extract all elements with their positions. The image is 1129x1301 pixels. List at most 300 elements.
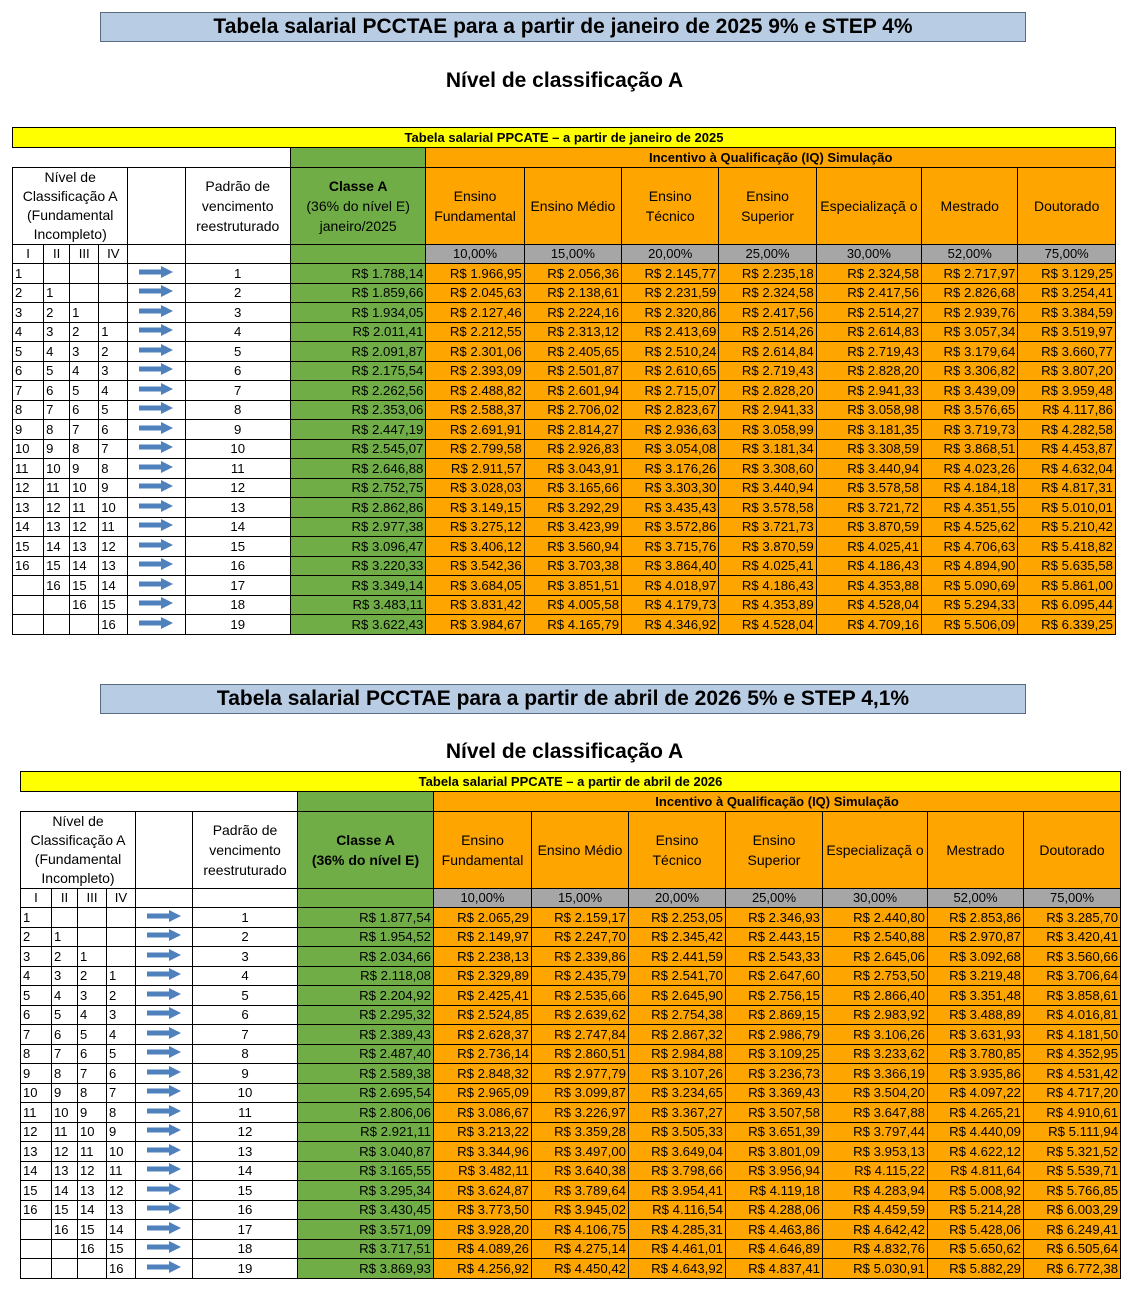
level-cell: 8 <box>13 400 44 420</box>
iq-header: Ensino Superior <box>726 811 823 888</box>
iq-value: R$ 3.028,03 <box>426 478 524 498</box>
arrow-icon <box>136 986 193 1006</box>
padrao-cell: 3 <box>193 947 298 967</box>
iq-value: R$ 2.413,69 <box>622 322 719 342</box>
iq-value: R$ 3.780,85 <box>928 1044 1024 1064</box>
iq-value: R$ 3.831,42 <box>426 595 524 615</box>
iq-value: R$ 3.423,99 <box>524 517 621 537</box>
iq-value: R$ 3.213,22 <box>434 1122 532 1142</box>
iq-value: R$ 4.106,75 <box>532 1220 629 1240</box>
arrow-icon <box>128 595 185 615</box>
padrao-cell: 12 <box>193 1122 298 1142</box>
padrao-cell: 19 <box>185 615 290 635</box>
table-row <box>13 283 1116 303</box>
iq-value: R$ 2.706,02 <box>524 400 621 420</box>
level-cell: 11 <box>52 1122 78 1142</box>
level-cell: 10 <box>44 459 70 479</box>
table-title: Tabela salarial PPCATE – a partir de janeiro de 2025 <box>13 128 1116 148</box>
iq-value: R$ 4.832,76 <box>823 1239 928 1259</box>
iq-value: R$ 3.303,30 <box>622 478 719 498</box>
level-cell <box>44 615 70 635</box>
iq-value: R$ 2.926,83 <box>524 439 621 459</box>
level-cell <box>52 1239 78 1259</box>
level-cell: 10 <box>70 478 99 498</box>
level-header: Nível de Classificação A (Fundamental Incompleto) <box>21 811 136 888</box>
iq-value: R$ 2.540,88 <box>823 927 928 947</box>
percent-cell: 75,00% <box>1018 244 1116 264</box>
level-cell: 12 <box>99 537 128 557</box>
padrao-cell: 5 <box>193 986 298 1006</box>
level-col-header: II <box>52 888 78 908</box>
level-cell: 9 <box>13 420 44 440</box>
level-cell <box>13 576 44 596</box>
iq-value: R$ 3.043,91 <box>524 459 621 479</box>
level-cell: 2 <box>107 986 136 1006</box>
level-cell: 13 <box>44 517 70 537</box>
iq-header: Especializaçã o <box>816 167 921 244</box>
iq-value: R$ 5.321,52 <box>1024 1142 1121 1162</box>
iq-value: R$ 2.324,58 <box>816 264 921 284</box>
iq-value: R$ 2.628,37 <box>434 1025 532 1045</box>
iq-value: R$ 2.301,06 <box>426 342 524 362</box>
iq-value: R$ 3.109,25 <box>726 1044 823 1064</box>
iq-value: R$ 2.149,97 <box>434 927 532 947</box>
level-cell: 5 <box>107 1044 136 1064</box>
iq-value: R$ 1.966,95 <box>426 264 524 284</box>
iq-value: R$ 3.870,59 <box>816 517 921 537</box>
iq-value: R$ 2.753,50 <box>823 966 928 986</box>
classe-value: R$ 3.349,14 <box>290 576 425 596</box>
iq-value: R$ 3.631,93 <box>928 1025 1024 1045</box>
section-1-banner: Tabela salarial PCCTAE para a partir de janeiro de 2025 9% e STEP 4% <box>100 12 1026 42</box>
iq-value: R$ 3.789,64 <box>532 1181 629 1201</box>
level-cell: 15 <box>70 576 99 596</box>
level-cell <box>107 908 136 928</box>
table-row <box>21 1044 1121 1064</box>
level-cell: 10 <box>13 439 44 459</box>
classe-value: R$ 2.011,41 <box>290 322 425 342</box>
iq-value: R$ 3.572,86 <box>622 517 719 537</box>
iq-value: R$ 2.045,63 <box>426 283 524 303</box>
iq-value: R$ 2.425,41 <box>434 986 532 1006</box>
iq-value: R$ 2.524,85 <box>434 1005 532 1025</box>
iq-value: R$ 4.453,87 <box>1018 439 1116 459</box>
classe-value: R$ 2.487,40 <box>298 1044 434 1064</box>
iq-value: R$ 3.420,41 <box>1024 927 1121 947</box>
padrao-cell: 1 <box>193 908 298 928</box>
iq-value: R$ 3.234,65 <box>629 1083 726 1103</box>
level-cell: 5 <box>78 1025 107 1045</box>
iq-value: R$ 3.542,36 <box>426 556 524 576</box>
iq-value: R$ 3.706,64 <box>1024 966 1121 986</box>
iq-value: R$ 4.023,26 <box>922 459 1018 479</box>
classe-value: R$ 3.869,93 <box>298 1259 434 1279</box>
iq-value: R$ 2.869,15 <box>726 1005 823 1025</box>
iq-value: R$ 5.030,91 <box>823 1259 928 1279</box>
level-cell <box>52 908 78 928</box>
iq-value: R$ 3.945,02 <box>532 1200 629 1220</box>
iq-value: R$ 2.231,59 <box>622 283 719 303</box>
level-cell: 16 <box>52 1220 78 1240</box>
iq-value: R$ 3.306,82 <box>922 361 1018 381</box>
padrao-cell: 9 <box>185 420 290 440</box>
classe-value: R$ 1.934,05 <box>290 303 425 323</box>
iq-value: R$ 2.324,58 <box>719 283 816 303</box>
iq-header: Ensino Técnico <box>629 811 726 888</box>
table-row <box>21 1005 1121 1025</box>
level-col-header: II <box>44 244 70 264</box>
level-cell: 10 <box>107 1142 136 1162</box>
level-cell: 15 <box>107 1239 136 1259</box>
classe-value: R$ 2.389,43 <box>298 1025 434 1045</box>
level-cell: 3 <box>99 361 128 381</box>
iq-value: R$ 3.351,48 <box>928 986 1024 1006</box>
iq-value: R$ 2.814,27 <box>524 420 621 440</box>
arrow-icon <box>128 283 185 303</box>
level-cell: 16 <box>13 556 44 576</box>
arrow-icon <box>136 1122 193 1142</box>
iq-value: R$ 2.614,83 <box>816 322 921 342</box>
padrao-header: Padrão de vencimento reestruturado <box>193 811 298 888</box>
iq-value: R$ 5.650,62 <box>928 1239 1024 1259</box>
incentive-header: Incentivo à Qualificação (IQ) Simulação <box>434 792 1121 812</box>
iq-value: R$ 4.463,86 <box>726 1220 823 1240</box>
iq-value: R$ 3.684,05 <box>426 576 524 596</box>
classe-value: R$ 2.752,75 <box>290 478 425 498</box>
iq-value: R$ 4.282,58 <box>1018 420 1116 440</box>
iq-value: R$ 2.826,68 <box>922 283 1018 303</box>
level-cell: 16 <box>78 1239 107 1259</box>
iq-value: R$ 2.645,06 <box>823 947 928 967</box>
iq-value: R$ 3.651,39 <box>726 1122 823 1142</box>
iq-value: R$ 3.807,20 <box>1018 361 1116 381</box>
iq-value: R$ 5.882,29 <box>928 1259 1024 1279</box>
level-cell: 16 <box>44 576 70 596</box>
iq-value: R$ 3.308,59 <box>816 439 921 459</box>
level-cell: 16 <box>99 615 128 635</box>
padrao-header: Padrão de vencimento reestruturado <box>185 167 290 244</box>
level-cell: 7 <box>13 381 44 401</box>
level-cell: 2 <box>99 342 128 362</box>
iq-value: R$ 2.510,24 <box>622 342 719 362</box>
classe-title: Classe A <box>336 831 395 848</box>
iq-value: R$ 4.528,04 <box>816 595 921 615</box>
level-cell: 15 <box>13 537 44 557</box>
iq-value: R$ 2.145,77 <box>622 264 719 284</box>
level-cell: 15 <box>21 1181 52 1201</box>
iq-value: R$ 3.870,59 <box>719 537 816 557</box>
iq-value: R$ 2.936,63 <box>622 420 719 440</box>
level-cell: 3 <box>78 986 107 1006</box>
level-cell: 2 <box>21 927 52 947</box>
table-row <box>21 1220 1121 1240</box>
level-col-header: IV <box>107 888 136 908</box>
classe-value: R$ 2.589,38 <box>298 1064 434 1084</box>
level-cell <box>44 264 70 284</box>
level-cell: 7 <box>107 1083 136 1103</box>
table-row <box>13 478 1116 498</box>
classe-value: R$ 2.545,07 <box>290 439 425 459</box>
classe-value: R$ 3.430,45 <box>298 1200 434 1220</box>
iq-value: R$ 4.005,58 <box>524 595 621 615</box>
table-row <box>21 1239 1121 1259</box>
table-row <box>21 986 1121 1006</box>
padrao-cell: 11 <box>185 459 290 479</box>
iq-value: R$ 2.127,46 <box>426 303 524 323</box>
iq-value: R$ 3.504,20 <box>823 1083 928 1103</box>
percent-cell: 52,00% <box>922 244 1018 264</box>
iq-value: R$ 3.149,15 <box>426 498 524 518</box>
iq-value: R$ 3.488,89 <box>928 1005 1024 1025</box>
padrao-cell: 19 <box>193 1259 298 1279</box>
padrao-cell: 4 <box>185 322 290 342</box>
level-cell: 7 <box>70 420 99 440</box>
iq-value: R$ 3.057,34 <box>922 322 1018 342</box>
level-cell: 6 <box>44 381 70 401</box>
iq-value: R$ 3.954,41 <box>629 1181 726 1201</box>
iq-value: R$ 3.254,41 <box>1018 283 1116 303</box>
iq-value: R$ 2.977,79 <box>532 1064 629 1084</box>
classe-value: R$ 1.859,66 <box>290 283 425 303</box>
iq-value: R$ 4.817,31 <box>1018 478 1116 498</box>
iq-value: R$ 6.249,41 <box>1024 1220 1121 1240</box>
level-cell: 1 <box>107 966 136 986</box>
level-cell: 1 <box>13 264 44 284</box>
padrao-cell: 16 <box>193 1200 298 1220</box>
level-cell <box>21 1220 52 1240</box>
level-cell: 15 <box>44 556 70 576</box>
level-cell: 9 <box>107 1122 136 1142</box>
arrow-icon <box>128 537 185 557</box>
level-cell: 15 <box>99 595 128 615</box>
iq-value: R$ 2.970,87 <box>928 927 1024 947</box>
arrow-icon <box>136 1025 193 1045</box>
level-cell: 8 <box>99 459 128 479</box>
level-cell: 13 <box>107 1200 136 1220</box>
arrow-icon <box>128 361 185 381</box>
iq-value: R$ 3.928,20 <box>434 1220 532 1240</box>
table-row <box>13 615 1116 635</box>
level-cell: 14 <box>99 576 128 596</box>
iq-value: R$ 2.417,56 <box>719 303 816 323</box>
iq-value: R$ 4.894,90 <box>922 556 1018 576</box>
iq-value: R$ 3.366,19 <box>823 1064 928 1084</box>
level-cell: 4 <box>44 342 70 362</box>
iq-value: R$ 2.639,62 <box>532 1005 629 1025</box>
iq-value: R$ 3.797,44 <box>823 1122 928 1142</box>
iq-value: R$ 4.643,92 <box>629 1259 726 1279</box>
table-row <box>21 1259 1121 1279</box>
iq-value: R$ 5.111,94 <box>1024 1122 1121 1142</box>
iq-value: R$ 4.186,43 <box>816 556 921 576</box>
iq-value: R$ 3.233,62 <box>823 1044 928 1064</box>
level-cell <box>99 264 128 284</box>
iq-value: R$ 2.417,56 <box>816 283 921 303</box>
level-cell: 9 <box>52 1083 78 1103</box>
level-cell: 1 <box>78 947 107 967</box>
iq-value: R$ 3.578,58 <box>719 498 816 518</box>
iq-value: R$ 2.138,61 <box>524 283 621 303</box>
iq-value: R$ 2.853,86 <box>928 908 1024 928</box>
padrao-cell: 15 <box>193 1181 298 1201</box>
level-cell: 1 <box>21 908 52 928</box>
arrow-icon <box>128 342 185 362</box>
iq-value: R$ 2.965,09 <box>434 1083 532 1103</box>
padrao-cell: 18 <box>185 595 290 615</box>
iq-value: R$ 2.443,15 <box>726 927 823 947</box>
iq-value: R$ 4.910,61 <box>1024 1103 1121 1123</box>
iq-value: R$ 4.528,04 <box>719 615 816 635</box>
iq-value: R$ 2.601,94 <box>524 381 621 401</box>
level-cell: 3 <box>70 342 99 362</box>
iq-value: R$ 5.418,82 <box>1018 537 1116 557</box>
arrow-icon <box>136 1239 193 1259</box>
iq-value: R$ 5.428,06 <box>928 1220 1024 1240</box>
table-row <box>13 361 1116 381</box>
iq-value: R$ 2.514,26 <box>719 322 816 342</box>
padrao-cell: 18 <box>193 1239 298 1259</box>
iq-value: R$ 3.179,64 <box>922 342 1018 362</box>
level-cell: 14 <box>70 556 99 576</box>
arrow-icon <box>136 1181 193 1201</box>
table-row <box>21 1161 1121 1181</box>
padrao-cell: 2 <box>185 283 290 303</box>
iq-value: R$ 6.772,38 <box>1024 1259 1121 1279</box>
table-row <box>13 264 1116 284</box>
iq-value: R$ 3.858,61 <box>1024 986 1121 1006</box>
iq-value: R$ 2.543,33 <box>726 947 823 967</box>
iq-value: R$ 5.506,09 <box>922 615 1018 635</box>
padrao-cell: 17 <box>193 1220 298 1240</box>
iq-value: R$ 3.956,94 <box>726 1161 823 1181</box>
iq-value: R$ 4.186,43 <box>719 576 816 596</box>
level-cell: 12 <box>44 498 70 518</box>
iq-header: Ensino Fundamental <box>426 167 524 244</box>
level-cell: 16 <box>21 1200 52 1220</box>
percent-cell: 30,00% <box>823 888 928 908</box>
level-cell: 8 <box>78 1083 107 1103</box>
iq-value: R$ 3.285,70 <box>1024 908 1121 928</box>
table-row <box>13 342 1116 362</box>
iq-value: R$ 4.622,12 <box>928 1142 1024 1162</box>
level-cell: 8 <box>44 420 70 440</box>
level-cell: 3 <box>13 303 44 323</box>
level-cell: 13 <box>21 1142 52 1162</box>
iq-value: R$ 4.461,01 <box>629 1239 726 1259</box>
iq-value: R$ 3.439,09 <box>922 381 1018 401</box>
level-cell <box>21 1259 52 1279</box>
level-cell: 2 <box>44 303 70 323</box>
padrao-cell: 6 <box>185 361 290 381</box>
iq-value: R$ 2.614,84 <box>719 342 816 362</box>
table-row <box>13 381 1116 401</box>
iq-value: R$ 3.181,35 <box>816 420 921 440</box>
iq-value: R$ 4.283,94 <box>823 1181 928 1201</box>
percent-cell: 10,00% <box>426 244 524 264</box>
iq-value: R$ 3.440,94 <box>816 459 921 479</box>
arrow-icon <box>128 576 185 596</box>
iq-value: R$ 4.089,26 <box>434 1239 532 1259</box>
level-cell <box>107 947 136 967</box>
level-cell: 12 <box>13 478 44 498</box>
arrow-icon <box>128 439 185 459</box>
level-cell: 5 <box>13 342 44 362</box>
iq-value: R$ 2.488,82 <box>426 381 524 401</box>
classe-value: R$ 2.091,87 <box>290 342 425 362</box>
level-cell: 4 <box>13 322 44 342</box>
arrow-icon <box>136 1161 193 1181</box>
classe-value: R$ 3.295,34 <box>298 1181 434 1201</box>
level-cell <box>13 595 44 615</box>
padrao-cell: 10 <box>185 439 290 459</box>
level-cell: 6 <box>21 1005 52 1025</box>
iq-value: R$ 2.799,58 <box>426 439 524 459</box>
iq-value: R$ 4.016,81 <box>1024 1005 1121 1025</box>
padrao-cell: 14 <box>193 1161 298 1181</box>
iq-value: R$ 3.482,11 <box>434 1161 532 1181</box>
iq-value: R$ 2.984,88 <box>629 1044 726 1064</box>
iq-header: Mestrado <box>928 811 1024 888</box>
percent-cell: 20,00% <box>629 888 726 908</box>
iq-value: R$ 3.560,94 <box>524 537 621 557</box>
iq-value: R$ 2.339,86 <box>532 947 629 967</box>
level-cell <box>70 283 99 303</box>
level-cell: 6 <box>107 1064 136 1084</box>
iq-value: R$ 3.129,25 <box>1018 264 1116 284</box>
iq-value: R$ 3.560,66 <box>1024 947 1121 967</box>
level-col-header: I <box>21 888 52 908</box>
classe-value: R$ 2.806,06 <box>298 1103 434 1123</box>
level-cell: 14 <box>78 1200 107 1220</box>
iq-value: R$ 3.369,43 <box>726 1083 823 1103</box>
salary-table-2026 <box>20 771 1121 1279</box>
iq-value: R$ 3.953,13 <box>823 1142 928 1162</box>
classe-header <box>290 167 425 244</box>
classe-value: R$ 2.646,88 <box>290 459 425 479</box>
iq-value: R$ 3.384,59 <box>1018 303 1116 323</box>
iq-value: R$ 4.717,20 <box>1024 1083 1121 1103</box>
classe-value: R$ 3.571,09 <box>298 1220 434 1240</box>
iq-value: R$ 3.864,40 <box>622 556 719 576</box>
classe-value: R$ 2.977,38 <box>290 517 425 537</box>
iq-value: R$ 2.329,89 <box>434 966 532 986</box>
iq-value: R$ 3.505,33 <box>629 1122 726 1142</box>
iq-value: R$ 3.086,67 <box>434 1103 532 1123</box>
level-cell: 3 <box>44 322 70 342</box>
level-cell: 10 <box>99 498 128 518</box>
arrow-icon <box>128 556 185 576</box>
iq-value: R$ 3.719,73 <box>922 420 1018 440</box>
iq-value: R$ 2.866,40 <box>823 986 928 1006</box>
arrow-icon <box>136 1044 193 1064</box>
table-row <box>13 517 1116 537</box>
iq-value: R$ 3.107,26 <box>629 1064 726 1084</box>
classe-title: Classe A <box>328 177 388 194</box>
iq-value: R$ 2.535,66 <box>532 986 629 1006</box>
level-cell: 7 <box>52 1044 78 1064</box>
level-cell <box>107 927 136 947</box>
iq-value: R$ 3.578,58 <box>816 478 921 498</box>
iq-value: R$ 4.353,88 <box>816 576 921 596</box>
iq-value: R$ 3.054,08 <box>622 439 719 459</box>
iq-value: R$ 2.441,59 <box>629 947 726 967</box>
classe-value: R$ 2.175,54 <box>290 361 425 381</box>
iq-value: R$ 4.709,16 <box>816 615 921 635</box>
iq-value: R$ 3.721,73 <box>719 517 816 537</box>
iq-value: R$ 4.119,18 <box>726 1181 823 1201</box>
iq-value: R$ 4.353,89 <box>719 595 816 615</box>
level-cell: 5 <box>52 1005 78 1025</box>
